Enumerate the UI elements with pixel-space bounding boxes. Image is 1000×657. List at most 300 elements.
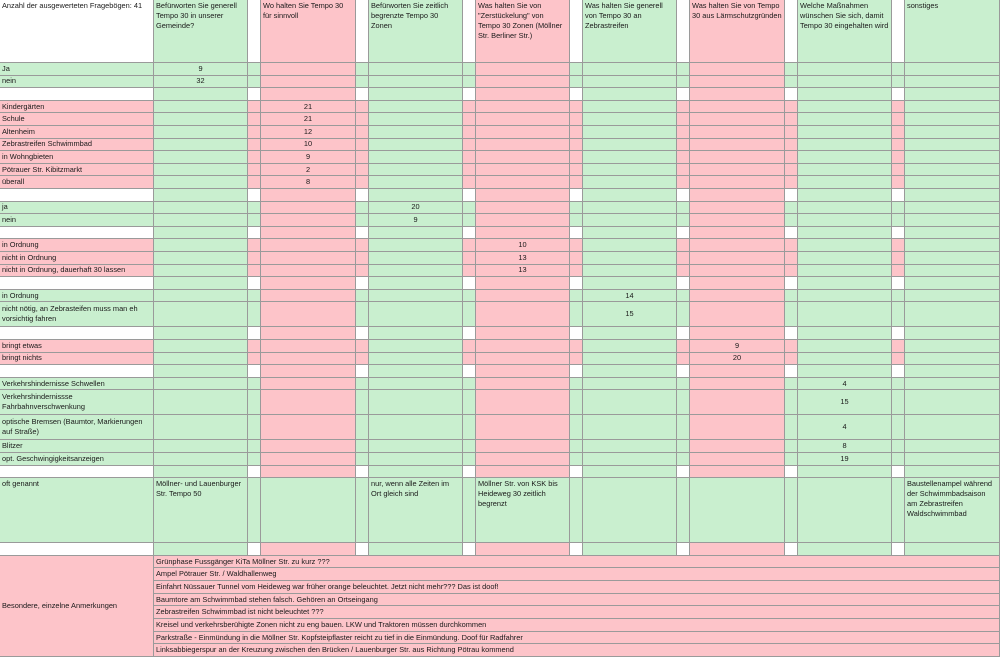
gap-cell: [463, 227, 476, 240]
empty-cell: [690, 189, 785, 202]
empty-cell: [369, 302, 463, 327]
gap-cell: [677, 189, 690, 202]
empty-cell: [583, 353, 677, 366]
empty-cell: [690, 415, 785, 440]
gap-cell: [785, 543, 798, 556]
gap-cell: [463, 415, 476, 440]
gap-cell: [356, 466, 369, 479]
value-cell: 32: [154, 76, 248, 89]
value-cell: 20: [690, 353, 785, 366]
gap-cell: [570, 466, 583, 479]
empty-cell: [154, 390, 248, 415]
remark-item: Grünphase Fussgänger KiTa Möllner Str. zu kurz ???: [154, 556, 1000, 569]
empty-cell: [690, 164, 785, 177]
gap-cell: [892, 390, 905, 415]
gap-cell: [463, 265, 476, 278]
gap-cell: [892, 265, 905, 278]
gap-cell: [570, 265, 583, 278]
row-label: ja: [0, 202, 154, 215]
empty-cell: [905, 76, 1000, 89]
gap-cell: [785, 63, 798, 76]
gap-cell: [677, 302, 690, 327]
gap-cell: [248, 176, 261, 189]
empty-cell: [905, 252, 1000, 265]
gap-cell: [892, 113, 905, 126]
gap-cell: [463, 378, 476, 391]
gap-cell: [248, 353, 261, 366]
gap-cell: [463, 543, 476, 556]
gap-cell: [677, 277, 690, 290]
gap-cell: [463, 353, 476, 366]
empty-cell: [905, 227, 1000, 240]
empty-cell: [261, 239, 356, 252]
gap-cell: [785, 327, 798, 340]
empty-cell: [905, 113, 1000, 126]
empty-cell: [583, 415, 677, 440]
empty-cell: [690, 113, 785, 126]
gap-cell: [356, 113, 369, 126]
gap-cell: [570, 151, 583, 164]
empty-cell: [583, 214, 677, 227]
gap-cell: [356, 214, 369, 227]
gap-cell: [463, 214, 476, 227]
empty-cell: [905, 340, 1000, 353]
gap-cell: [785, 239, 798, 252]
gap-cell: [785, 0, 798, 63]
question-header-4: Was halten Sie von "Zerstückelung" von Tempo 30 Zonen (Möllner Str. Berliner Str.): [476, 0, 570, 63]
gap-cell: [463, 76, 476, 89]
empty-cell: [154, 440, 248, 453]
empty-cell: [369, 88, 463, 101]
row-label: Kindergärten: [0, 101, 154, 114]
gap-cell: [356, 302, 369, 327]
gap-cell: [892, 189, 905, 202]
empty-cell: [905, 189, 1000, 202]
gap-cell: [570, 101, 583, 114]
gap-cell: [248, 415, 261, 440]
gap-cell: [356, 327, 369, 340]
empty-cell: [583, 101, 677, 114]
empty-cell: [690, 239, 785, 252]
often-mentioned-entry: nur, wenn alle Zeiten im Ort gleich sind: [369, 478, 463, 543]
empty-cell: [798, 189, 892, 202]
gap-cell: [356, 76, 369, 89]
gap-cell: [570, 543, 583, 556]
empty-cell: [798, 543, 892, 556]
empty-cell: [690, 252, 785, 265]
gap-cell: [248, 227, 261, 240]
empty-cell: [905, 239, 1000, 252]
empty-cell: [369, 189, 463, 202]
gap-cell: [892, 340, 905, 353]
gap-cell: [785, 176, 798, 189]
gap-cell: [356, 151, 369, 164]
gap-cell: [248, 189, 261, 202]
gap-cell: [248, 76, 261, 89]
gap-cell: [677, 151, 690, 164]
count-label: Anzahl der ausgewerteten Fragebögen: 41: [0, 0, 154, 63]
gap-cell: [892, 88, 905, 101]
empty-cell: [905, 202, 1000, 215]
empty-cell: [583, 365, 677, 378]
gap-cell: [892, 214, 905, 227]
row-label: in Wohngbieten: [0, 151, 154, 164]
gap-cell: [463, 478, 476, 543]
empty-cell: [369, 227, 463, 240]
empty-cell: [476, 214, 570, 227]
empty-cell: [476, 365, 570, 378]
gap-cell: [677, 478, 690, 543]
value-cell: 10: [476, 239, 570, 252]
empty-cell: [369, 415, 463, 440]
empty-cell: [583, 63, 677, 76]
row-label: Verkehrshindernisse Schwellen: [0, 378, 154, 391]
empty-cell: [369, 440, 463, 453]
question-header-6: Was halten Sie von Tempo 30 aus Lärmschutzgründen: [690, 0, 785, 63]
gap-cell: [248, 265, 261, 278]
gap-cell: [677, 440, 690, 453]
gap-cell: [356, 176, 369, 189]
gap-cell: [677, 126, 690, 139]
empty-cell: [154, 176, 248, 189]
row-label: bringt etwas: [0, 340, 154, 353]
gap-cell: [570, 227, 583, 240]
remarks-label: Besondere, einzelne Anmerkungen: [0, 556, 154, 657]
empty-cell: [690, 327, 785, 340]
empty-cell: [798, 176, 892, 189]
remark-item: Baumtore am Schwimmbad stehen falsch. Gehören an Ortseingang: [154, 594, 1000, 607]
row-label: Schule: [0, 113, 154, 126]
empty-cell: [476, 440, 570, 453]
gap-cell: [785, 139, 798, 152]
gap-cell: [785, 466, 798, 479]
spacer-cell: [0, 543, 154, 556]
gap-cell: [570, 202, 583, 215]
empty-cell: [476, 277, 570, 290]
empty-cell: [154, 340, 248, 353]
gap-cell: [570, 88, 583, 101]
gap-cell: [248, 164, 261, 177]
gap-cell: [356, 365, 369, 378]
gap-cell: [356, 265, 369, 278]
empty-cell: [369, 239, 463, 252]
empty-cell: [798, 353, 892, 366]
gap-cell: [570, 252, 583, 265]
gap-cell: [785, 340, 798, 353]
gap-cell: [463, 340, 476, 353]
spacer-cell: [0, 466, 154, 479]
gap-cell: [892, 466, 905, 479]
gap-cell: [463, 466, 476, 479]
gap-cell: [570, 113, 583, 126]
empty-cell: [261, 543, 356, 556]
gap-cell: [677, 252, 690, 265]
gap-cell: [356, 63, 369, 76]
empty-cell: [690, 101, 785, 114]
gap-cell: [570, 176, 583, 189]
empty-cell: [798, 340, 892, 353]
gap-cell: [892, 440, 905, 453]
empty-cell: [690, 390, 785, 415]
gap-cell: [892, 164, 905, 177]
empty-cell: [798, 327, 892, 340]
gap-cell: [356, 378, 369, 391]
empty-cell: [798, 151, 892, 164]
gap-cell: [892, 453, 905, 466]
empty-cell: [369, 265, 463, 278]
empty-cell: [583, 543, 677, 556]
empty-cell: [476, 189, 570, 202]
empty-cell: [798, 277, 892, 290]
row-label: Zebrastreifen Schwimmbad: [0, 139, 154, 152]
gap-cell: [356, 440, 369, 453]
empty-cell: [154, 239, 248, 252]
value-cell: 9: [690, 340, 785, 353]
gap-cell: [892, 202, 905, 215]
empty-cell: [476, 378, 570, 391]
gap-cell: [570, 353, 583, 366]
value-cell: 8: [261, 176, 356, 189]
empty-cell: [905, 126, 1000, 139]
gap-cell: [463, 365, 476, 378]
empty-cell: [798, 202, 892, 215]
empty-cell: [154, 265, 248, 278]
empty-cell: [154, 277, 248, 290]
gap-cell: [570, 277, 583, 290]
empty-cell: [369, 139, 463, 152]
gap-cell: [570, 189, 583, 202]
empty-cell: [154, 415, 248, 440]
empty-cell: [905, 88, 1000, 101]
empty-cell: [261, 290, 356, 303]
gap-cell: [785, 277, 798, 290]
empty-cell: [261, 340, 356, 353]
gap-cell: [463, 302, 476, 327]
empty-cell: [154, 202, 248, 215]
empty-cell: [798, 113, 892, 126]
gap-cell: [356, 126, 369, 139]
gap-cell: [785, 214, 798, 227]
empty-cell: [690, 151, 785, 164]
gap-cell: [785, 440, 798, 453]
empty-cell: [154, 378, 248, 391]
gap-cell: [356, 227, 369, 240]
empty-cell: [905, 139, 1000, 152]
empty-cell: [476, 390, 570, 415]
gap-cell: [892, 365, 905, 378]
gap-cell: [248, 340, 261, 353]
empty-cell: [261, 353, 356, 366]
gap-cell: [248, 101, 261, 114]
gap-cell: [677, 265, 690, 278]
empty-cell: [690, 365, 785, 378]
empty-cell: [476, 164, 570, 177]
empty-cell: [583, 265, 677, 278]
gap-cell: [463, 390, 476, 415]
often-mentioned-entry: [583, 478, 677, 543]
empty-cell: [690, 214, 785, 227]
empty-cell: [798, 302, 892, 327]
empty-cell: [690, 88, 785, 101]
gap-cell: [892, 415, 905, 440]
empty-cell: [154, 88, 248, 101]
value-cell: 9: [369, 214, 463, 227]
empty-cell: [905, 302, 1000, 327]
empty-cell: [369, 340, 463, 353]
gap-cell: [463, 0, 476, 63]
value-cell: 4: [798, 415, 892, 440]
empty-cell: [476, 176, 570, 189]
gap-cell: [248, 202, 261, 215]
gap-cell: [356, 189, 369, 202]
row-label: bringt nichts: [0, 353, 154, 366]
gap-cell: [677, 239, 690, 252]
gap-cell: [463, 88, 476, 101]
often-mentioned-entry: [690, 478, 785, 543]
empty-cell: [905, 277, 1000, 290]
gap-cell: [356, 139, 369, 152]
empty-cell: [690, 139, 785, 152]
empty-cell: [154, 252, 248, 265]
empty-cell: [154, 113, 248, 126]
gap-cell: [463, 176, 476, 189]
gap-cell: [677, 466, 690, 479]
empty-cell: [583, 113, 677, 126]
gap-cell: [677, 453, 690, 466]
gap-cell: [356, 277, 369, 290]
empty-cell: [583, 176, 677, 189]
gap-cell: [570, 63, 583, 76]
gap-cell: [570, 239, 583, 252]
empty-cell: [261, 277, 356, 290]
empty-cell: [154, 101, 248, 114]
empty-cell: [905, 214, 1000, 227]
empty-cell: [798, 101, 892, 114]
remark-item: Parkstraße - Einmündung in die Möllner Str. Kopfsteipflaster reicht zu tief in die Einmündung. Doof für Radfahrer: [154, 632, 1000, 645]
value-cell: 19: [798, 453, 892, 466]
empty-cell: [154, 151, 248, 164]
often-mentioned-entry: [798, 478, 892, 543]
empty-cell: [690, 63, 785, 76]
gap-cell: [356, 290, 369, 303]
gap-cell: [248, 151, 261, 164]
empty-cell: [154, 164, 248, 177]
gap-cell: [785, 252, 798, 265]
gap-cell: [248, 239, 261, 252]
empty-cell: [583, 277, 677, 290]
empty-cell: [369, 126, 463, 139]
gap-cell: [463, 252, 476, 265]
value-cell: 21: [261, 113, 356, 126]
empty-cell: [905, 466, 1000, 479]
value-cell: 9: [261, 151, 356, 164]
empty-cell: [583, 390, 677, 415]
empty-cell: [583, 76, 677, 89]
value-cell: 15: [798, 390, 892, 415]
empty-cell: [690, 290, 785, 303]
gap-cell: [892, 151, 905, 164]
gap-cell: [570, 390, 583, 415]
gap-cell: [248, 290, 261, 303]
gap-cell: [356, 202, 369, 215]
gap-cell: [356, 543, 369, 556]
empty-cell: [798, 63, 892, 76]
gap-cell: [892, 101, 905, 114]
gap-cell: [677, 164, 690, 177]
empty-cell: [476, 290, 570, 303]
empty-cell: [583, 189, 677, 202]
gap-cell: [677, 113, 690, 126]
empty-cell: [476, 466, 570, 479]
empty-cell: [905, 151, 1000, 164]
empty-cell: [476, 302, 570, 327]
gap-cell: [248, 113, 261, 126]
gap-cell: [677, 202, 690, 215]
empty-cell: [476, 453, 570, 466]
gap-cell: [785, 76, 798, 89]
empty-cell: [690, 466, 785, 479]
empty-cell: [261, 390, 356, 415]
empty-cell: [261, 453, 356, 466]
often-mentioned-entry: Baustellenampel während der Schwimmbadsaison am Zebrastreifen Waldschwimmbad: [905, 478, 1000, 543]
gap-cell: [248, 543, 261, 556]
gap-cell: [248, 453, 261, 466]
empty-cell: [261, 227, 356, 240]
gap-cell: [785, 164, 798, 177]
gap-cell: [356, 239, 369, 252]
gap-cell: [677, 543, 690, 556]
empty-cell: [369, 543, 463, 556]
gap-cell: [463, 113, 476, 126]
gap-cell: [677, 0, 690, 63]
gap-cell: [248, 214, 261, 227]
empty-cell: [583, 252, 677, 265]
row-label: Blitzer: [0, 440, 154, 453]
gap-cell: [892, 126, 905, 139]
gap-cell: [356, 453, 369, 466]
empty-cell: [154, 302, 248, 327]
remark-item: Linksabbiegerspur an der Kreuzung zwischen den Brücken / Lauenburger Str. aus Richtung Pötrau kommend: [154, 644, 1000, 657]
empty-cell: [583, 340, 677, 353]
empty-cell: [154, 466, 248, 479]
empty-cell: [476, 353, 570, 366]
value-cell: 15: [583, 302, 677, 327]
gap-cell: [570, 290, 583, 303]
empty-cell: [369, 277, 463, 290]
remark-item: Einfahrt Nüssauer Tunnel vom Heideweg war früher orange beleuchtet. Jetzt nicht mehr??? Das ist doof!: [154, 581, 1000, 594]
gap-cell: [892, 277, 905, 290]
gap-cell: [677, 139, 690, 152]
empty-cell: [798, 227, 892, 240]
empty-cell: [476, 415, 570, 440]
gap-cell: [892, 543, 905, 556]
gap-cell: [248, 126, 261, 139]
gap-cell: [785, 453, 798, 466]
gap-cell: [677, 88, 690, 101]
empty-cell: [583, 466, 677, 479]
row-label: nicht in Ordnung, dauerhaft 30 lassen: [0, 265, 154, 278]
empty-cell: [798, 265, 892, 278]
empty-cell: [369, 365, 463, 378]
gap-cell: [570, 340, 583, 353]
empty-cell: [798, 252, 892, 265]
often-mentioned-entry: [261, 478, 356, 543]
gap-cell: [892, 76, 905, 89]
empty-cell: [154, 290, 248, 303]
empty-cell: [905, 440, 1000, 453]
row-label: überall: [0, 176, 154, 189]
empty-cell: [583, 453, 677, 466]
